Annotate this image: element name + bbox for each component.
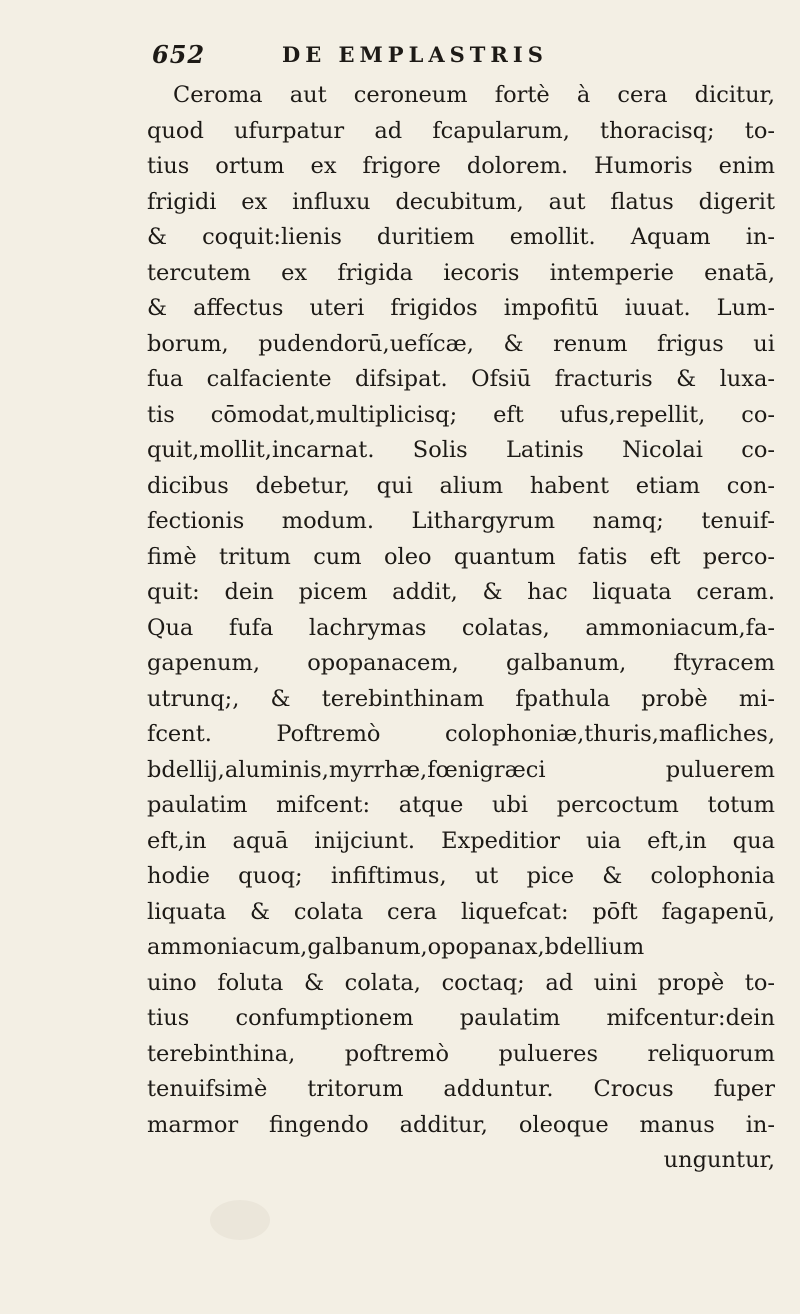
text-line: hodie quoq; infiftimus, ut pice & colophonia: [147, 863, 775, 889]
text-line: & coquit:lienis duritiem emollit. Aquam in-: [147, 224, 775, 250]
text-line: fua calfaciente difsipat. Ofsiū fracturis & luxa-: [147, 366, 775, 392]
text-line: Ceroma aut ceroneum fortè à cera dicitur,: [173, 82, 775, 108]
text-line: utrunq;, & terebinthinam fpathula probè mi-: [147, 685, 775, 712]
text-line: eft,in aquā inijciunt. Expeditior uia eft,in qua: [147, 827, 775, 854]
text-line: tenuifsimè tritorum adduntur. Crocus fuper: [147, 1076, 775, 1102]
text-line: uino foluta & colata, coctaq; ad uini propè to-: [147, 969, 775, 996]
text-line: marmor fingendo additur, oleoque manus in-: [147, 1111, 775, 1138]
text-line: dicibus debetur, qui alium habent etiam con-: [147, 472, 775, 499]
body-text: [147, 78, 775, 1179]
text-line: fectionis modum. Lithargyrum namq; tenuif-: [147, 508, 775, 534]
text-line: tius ortum ex frigore dolorem. Humoris enim: [147, 153, 775, 179]
text-line: & affectus uteri frigidos impofitū iuuat. Lum-: [147, 295, 775, 321]
page-number: 652: [152, 40, 206, 69]
text-line: tis cōmodat,multiplicisq; eft ufus,repellit, co-: [147, 401, 775, 428]
text-line: bdellij,aluminis,myrrhæ,fœnigræci puluerem: [147, 756, 775, 783]
text-line: gapenum, opopanacem, galbanum, ftyracem: [147, 650, 775, 676]
text-line: quod ufurpatur ad fcapularum, thoracisq; to-: [147, 117, 775, 144]
text-line: unguntur,: [663, 1147, 775, 1173]
text-line: paulatim mifcent: atque ubi percoctum totum: [147, 792, 775, 818]
text-line: Qua fufa lachrymas colatas, ammoniacum,fa-: [147, 614, 775, 641]
text-line: quit: dein picem addit, & hac liquata ceram.: [147, 579, 775, 605]
text-line: tercutem ex frigida iecoris intemperie enatā,: [147, 259, 775, 286]
text-line: fimè tritum cum oleo quantum fatis eft perco-: [147, 543, 775, 570]
paper-stain: [210, 1200, 270, 1240]
text-line: fcent. Poftremò colophoniæ,thuris,mafliches,: [147, 721, 775, 747]
text-line: frigidi ex influxu decubitum, aut flatus digerit: [147, 188, 775, 215]
page-header: [152, 40, 692, 76]
text-line: tius confumptionem paulatim mifcentur:dein: [147, 1005, 775, 1031]
text-line: ammoniacum,galbanum,opopanax,bdellium: [147, 934, 645, 960]
running-title: DE EMPLASTRIS: [282, 42, 548, 67]
text-line: terebinthina, poftremò pulueres reliquorum: [147, 1040, 775, 1067]
text-line: quit,mollit,incarnat. Solis Latinis Nicolai co-: [147, 437, 775, 463]
text-line: liquata & colata cera liquefcat: pōft fagapenū,: [147, 898, 775, 925]
text-line: borum, pudendorū,uefícæ, & renum frigus ui: [147, 330, 775, 357]
